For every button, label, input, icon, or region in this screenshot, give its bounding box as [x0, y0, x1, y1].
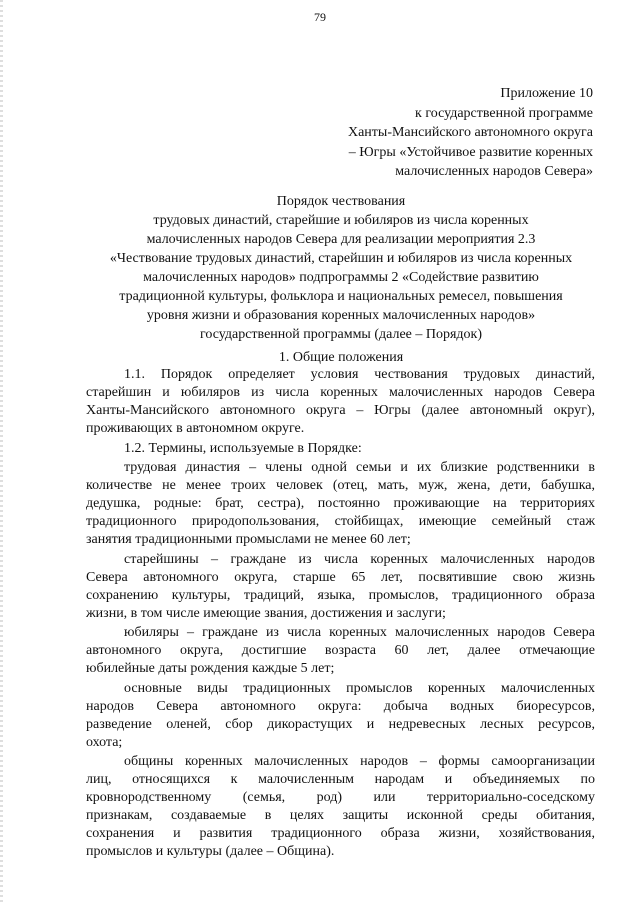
- title-line: государственной программы (далее – Порядок): [199, 327, 483, 342]
- paragraph-line: жизни, в том числе имеющие звания, достижения и заслуги;: [86, 605, 446, 621]
- paragraph-line: автономного округа, достигшие возраста 60 лет, далее отмечающие: [86, 643, 595, 658]
- paragraph: [86, 366, 595, 438]
- title-line: традиционной культуры, фольклора и национальных ремесел, повышения: [119, 289, 563, 304]
- scan-edge: [0, 0, 3, 905]
- paragraph-line: юбиляры – граждане из числа коренных малочисленных народов Севера: [124, 625, 595, 640]
- appendix-line: Ханты-Мансийского автономного округа: [347, 125, 593, 140]
- paragraph: [86, 440, 595, 458]
- paragraph-line: старейшин и юбиляров из числа коренных малочисленных народов Севера: [86, 385, 595, 400]
- paragraph: [86, 551, 595, 623]
- paragraph-line: Севера автономного округа, старше 65 лет, посвятившие свою жизнь: [86, 569, 595, 585]
- paragraph-line: 1.2. Термины, используемые в Порядке:: [124, 440, 362, 456]
- document-body: [86, 366, 595, 863]
- paragraph: [86, 753, 595, 861]
- paragraph-line: сохранению культуры, традиций, языка, промыслов, традиционного образа: [86, 587, 595, 603]
- title-line: малочисленных народов Севера для реализации мероприятия 2.3: [146, 232, 536, 247]
- paragraph-line: 1.1. Порядок определяет условия чествования трудовых династий,: [124, 367, 595, 382]
- paragraph-line: сохранения и развития традиционного образа жизни, хозяйствования,: [86, 826, 595, 841]
- paragraph-line: общины коренных малочисленных народов – формы самоорганизации: [124, 754, 595, 769]
- paragraph-line: дедушка, родные: брат, сестра), постоянно проживающие на территориях: [86, 496, 595, 511]
- paragraph-line: народов Севера автономного округа: добыча водных биоресурсов,: [86, 698, 595, 714]
- title-line: малочисленных народов» подпрограммы 2 «Содействие развитию: [143, 270, 539, 285]
- paragraph-line: старейшины – граждане из числа коренных малочисленных народов: [124, 551, 595, 567]
- paragraph-line: промыслов и культуры (далее – Община).: [86, 844, 335, 859]
- paragraph-line: признакам, создаваемые в целях защиты исконной среды обитания,: [86, 808, 595, 823]
- paragraph: [86, 680, 595, 752]
- title-line: «Чествование трудовых династий, старейшин и юбиляров из числа коренных: [109, 251, 573, 266]
- paragraph-line: юбилейные даты рождения каждые 5 лет;: [86, 661, 335, 676]
- appendix-line: – Югры «Устойчивое развитие коренных: [348, 144, 593, 160]
- paragraph-line: лиц, относящихся к малочисленным народам и объединяемых по: [86, 772, 595, 787]
- paragraph-line: количестве не менее троих человек (отец, мать, муж, жена, дети, бабушка,: [86, 478, 595, 493]
- appendix-line: малочисленных народов Севера»: [395, 164, 593, 179]
- paragraph-line: основные виды традиционных промыслов коренных малочисленных: [124, 680, 595, 696]
- title-line: трудовых династий, старейшие и юбиляров из числа коренных: [153, 213, 529, 228]
- paragraph-line: трудовая династия – члены одной семьи и их близкие родственники в: [124, 460, 595, 475]
- title-line: Порядок чествования: [276, 194, 406, 209]
- page-number: 79: [314, 10, 326, 24]
- paragraph-line: традиционного природопользования, стойбищах, имеющие семейный стаж: [86, 514, 595, 529]
- paragraph-line: Ханты-Мансийского автономного округа – Югры (далее автономный округ),: [86, 403, 595, 418]
- appendix-line: Приложение 10: [500, 86, 593, 101]
- document-title: [86, 192, 596, 344]
- paragraph-line: кровнородственному (семья, род) или территориально-соседскому: [86, 790, 595, 805]
- paragraph: [86, 459, 595, 549]
- appendix-line: к государственной программе: [415, 105, 593, 121]
- section-heading: 1. Общие положения: [278, 350, 404, 365]
- paragraph-line: охота;: [86, 734, 123, 750]
- paragraph-line: разведение оленей, сбор дикорастущих и недревесных лесных ресурсов,: [86, 716, 595, 732]
- paragraph-line: проживающих в автономном округе.: [86, 421, 305, 436]
- paragraph-line: занятия традиционными промыслами не менее 60 лет;: [86, 532, 411, 547]
- title-line: уровня жизни и образования коренных малочисленных народов»: [146, 308, 536, 323]
- appendix-block: [263, 84, 593, 182]
- paragraph: [86, 624, 595, 678]
